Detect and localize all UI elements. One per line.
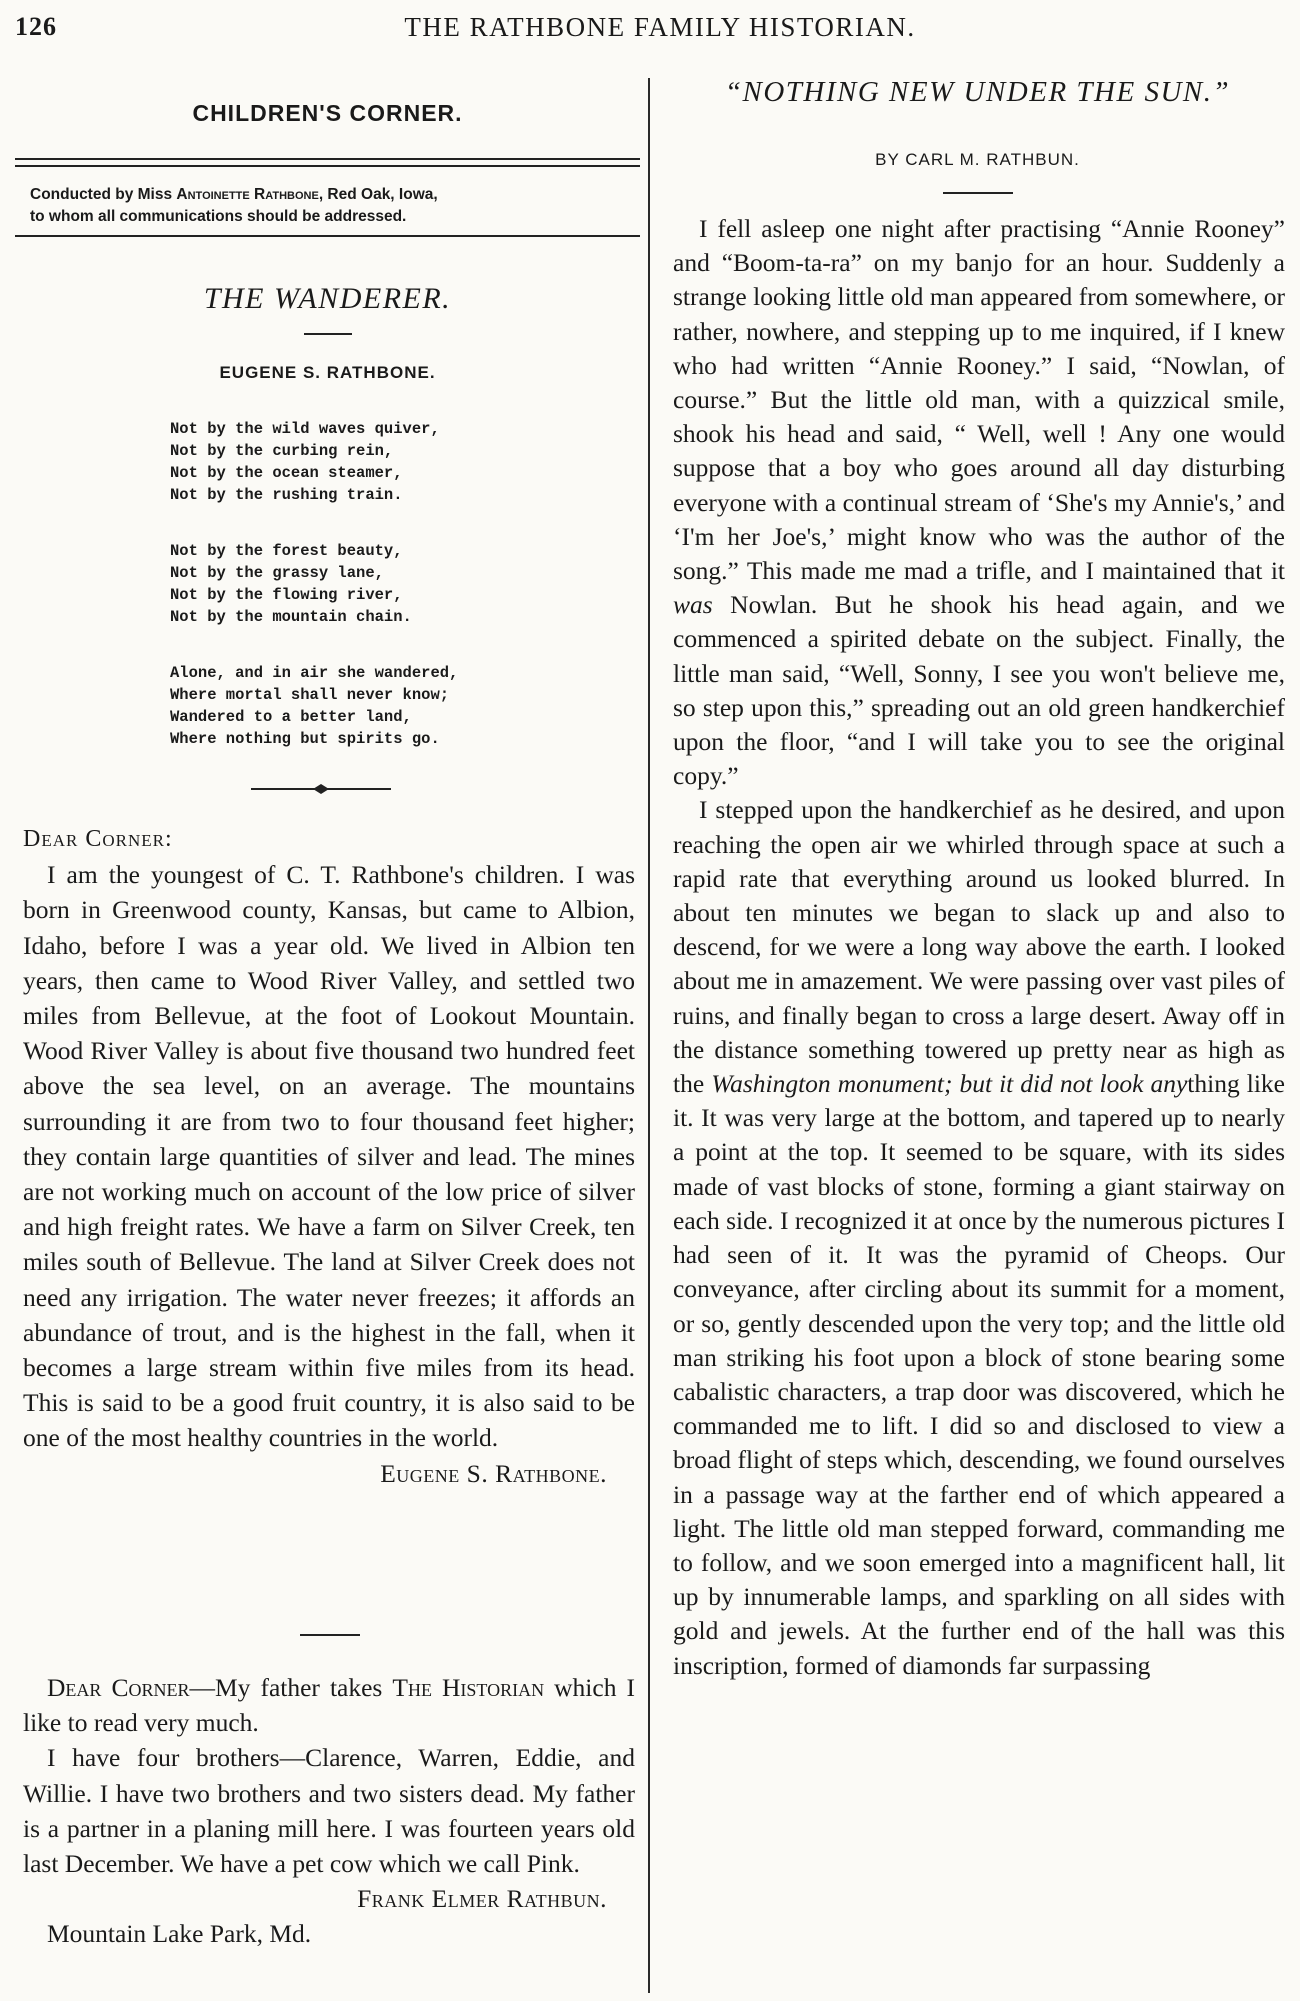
letter-frank xyxy=(23,1670,635,1952)
poem-line: Not by the grassy lane, xyxy=(170,564,384,582)
letter-opening xyxy=(23,1670,635,1740)
poem-line: Not by the ocean steamer, xyxy=(170,464,403,482)
story-byline: BY CARL M. RATHBUN. xyxy=(875,150,1080,169)
conducted-note-prefix: Conducted by Miss xyxy=(30,186,177,203)
poem-line: Not by the flowing river, xyxy=(170,586,403,604)
letter-eugene xyxy=(23,822,635,1491)
poem-stanza xyxy=(170,540,600,628)
editor-name: Antoinette Rathbone xyxy=(176,186,319,203)
short-rule xyxy=(300,1634,360,1636)
right-column xyxy=(665,0,1290,2001)
ornament-divider xyxy=(251,782,391,796)
poem-line: Not by the curbing rein, xyxy=(170,442,394,460)
story-title: “NOTHING NEW UNDER THE SUN.” xyxy=(724,76,1231,108)
letter-salutation: Dear Corner xyxy=(47,1673,190,1702)
conducted-note-location: , Red Oak, Iowa, xyxy=(318,186,438,203)
story-paragraph xyxy=(673,793,1285,1682)
letter-salutation: Dear Corner: xyxy=(23,826,173,852)
conducted-note xyxy=(30,184,630,228)
poem-stanza xyxy=(170,662,600,750)
poem-stanza xyxy=(170,418,600,506)
poem-line: Not by the forest beauty, xyxy=(170,542,403,560)
poem-line: Where mortal shall never know; xyxy=(170,686,450,704)
story-body xyxy=(673,212,1285,1683)
poem-line: Alone, and in air she wandered, xyxy=(170,664,459,682)
letter-opening-text: —My father takes xyxy=(189,1673,393,1702)
double-rule xyxy=(15,158,640,167)
story-text: thing like it. It was very large at the bottom, and tapered up to nearly a point at the top. It seemed to be square, with its sides made of vast blocks of stone, forming a giant stairway on each side. I recognized it at once by the numerous pictures I had seen of it. It was the pyramid of Cheops. Our conveyance, after circling about its summit for a moment, or so, gently descended upon the very top; and the little old man striking his foot upon a block of stone bearing some cabalistic characters, a trap door was discovered, which he commanded me to lift. I did so and disclosed to view a broad flight of steps which, descending, we found ourselves in a passage way at the farther end of which appeared a light. The little old man stepped forward, commanding me to follow, and we soon emerged into a magnificent hall, lit up by innumerable lamps, and sparkling on all sides with gold and jewels. At the further end of the hall was this inscription, formed of diamonds far surpassing xyxy=(673,1069,1285,1680)
poem-line: Wandered to a better land, xyxy=(170,708,412,726)
poem-line: Not by the rushing train. xyxy=(170,486,403,504)
divider-rule xyxy=(15,235,640,237)
page-number: 126 xyxy=(15,12,57,41)
story-paragraph xyxy=(673,212,1285,793)
story-text: I stepped upon the handkerchief as he desired, and upon reaching the open air we whirled through space at such a rapid rate that everything around us looked blurred. In about ten minutes we began to slack up and also to descend, for we were a long way above the earth. I looked about me in amazement. We were passing over vast piles of ruins, and finally began to cross a large desert. Away off in the distance something towered up pretty near as high as the xyxy=(673,795,1285,1099)
conducted-note-line1 xyxy=(30,184,630,206)
poem-author: EUGENE S. RATHBONE. xyxy=(219,363,436,382)
letter-body: I am the youngest of C. T. Rathbone's children. I was born in Greenwood county, Kansas, but came to Albion, Idaho, before I was a year old. We lived in Albion ten years, then came to Wood River Valley, and settled two miles from Bellevue, at the foot of Lookout Mountain. Wood River Valley is about five thousand two hundred feet above the sea level, on an average. The mountains surrounding it are from two to four thousand feet higher; they contain large quantities of silver and lead. The mines are not working much on account of the low price of silver and high freight rates. We have a farm on Silver Creek, ten miles south of Bellevue. The land at Silver Creek does not need any irrigation. The water never freezes; it affords an abundance of trout, and is the highest in the fall, when it becomes a large stream within five miles from its head. This is said to be a good fruit country, it is also said to be one of the most healthy countries in the world. xyxy=(23,860,635,1453)
letter-place: Mountain Lake Park, Md. xyxy=(47,1919,312,1949)
letter-body: I have four brothers—Clarence, Warren, Eddie, and Willie. I have two brothers and two sisters dead. My father is a partner in a planing mill here. I was fourteen years old last December. We have a pet cow which we call Pink. xyxy=(23,1743,635,1879)
letter-opening-rest: which I like to read very much. xyxy=(23,1673,635,1738)
story-text: Nowlan. But he shook his head again, and we commenced a spirited debate on the subject. Finally, the little man said, “Well, Sonny, I see you won't believe me, so step upon this,” spreading out an old green handkerchief upon the floor, “and I will take you to see the original copy.” xyxy=(673,590,1285,791)
story-emphasis: Washington monument; but it did not look any xyxy=(711,1069,1188,1099)
poem-title: THE WANDERER. xyxy=(203,282,452,315)
column-rule xyxy=(648,78,650,1993)
poem-line: Where nothing but spirits go. xyxy=(170,730,440,748)
poem-line: Not by the mountain chain. xyxy=(170,608,412,626)
publication-title: THE RATHBONE FAMILY HISTORIAN. xyxy=(404,12,916,42)
letter-signature: Frank Elmer Rathbun. xyxy=(357,1884,607,1914)
poem-line: Not by the wild waves quiver, xyxy=(170,420,440,438)
story-emphasis: was xyxy=(673,590,713,620)
section-heading: CHILDREN'S CORNER. xyxy=(192,100,463,126)
left-column xyxy=(15,0,640,2001)
publication-name: The Historian xyxy=(392,1673,545,1702)
short-rule xyxy=(304,333,352,335)
short-rule xyxy=(943,192,1013,194)
letter-signature: Eugene S. Rathbone. xyxy=(380,1458,607,1488)
story-text: I fell asleep one night after practising “Annie Rooney” and “Boom-ta-ra” on my banjo for an hour. Suddenly a strange looking little old man appeared from somewhere, or rather, nowhere, and stepping up to me inquired, if I knew who had written “Annie Rooney.” I said, “Nowlan, of course.” But the little old man, with a quizzical smile, shook his head and said, “ Well, well ! Any one would suppose that a boy who goes around all day disturbing everyone with a continual stream of ‘She's my Annie's,’ and ‘I'm her Joe's,’ might know who was the author of the song.” This made me mad a trifle, and I maintained that it xyxy=(673,214,1285,586)
conducted-note-line2: to whom all communications should be addressed. xyxy=(30,208,407,225)
